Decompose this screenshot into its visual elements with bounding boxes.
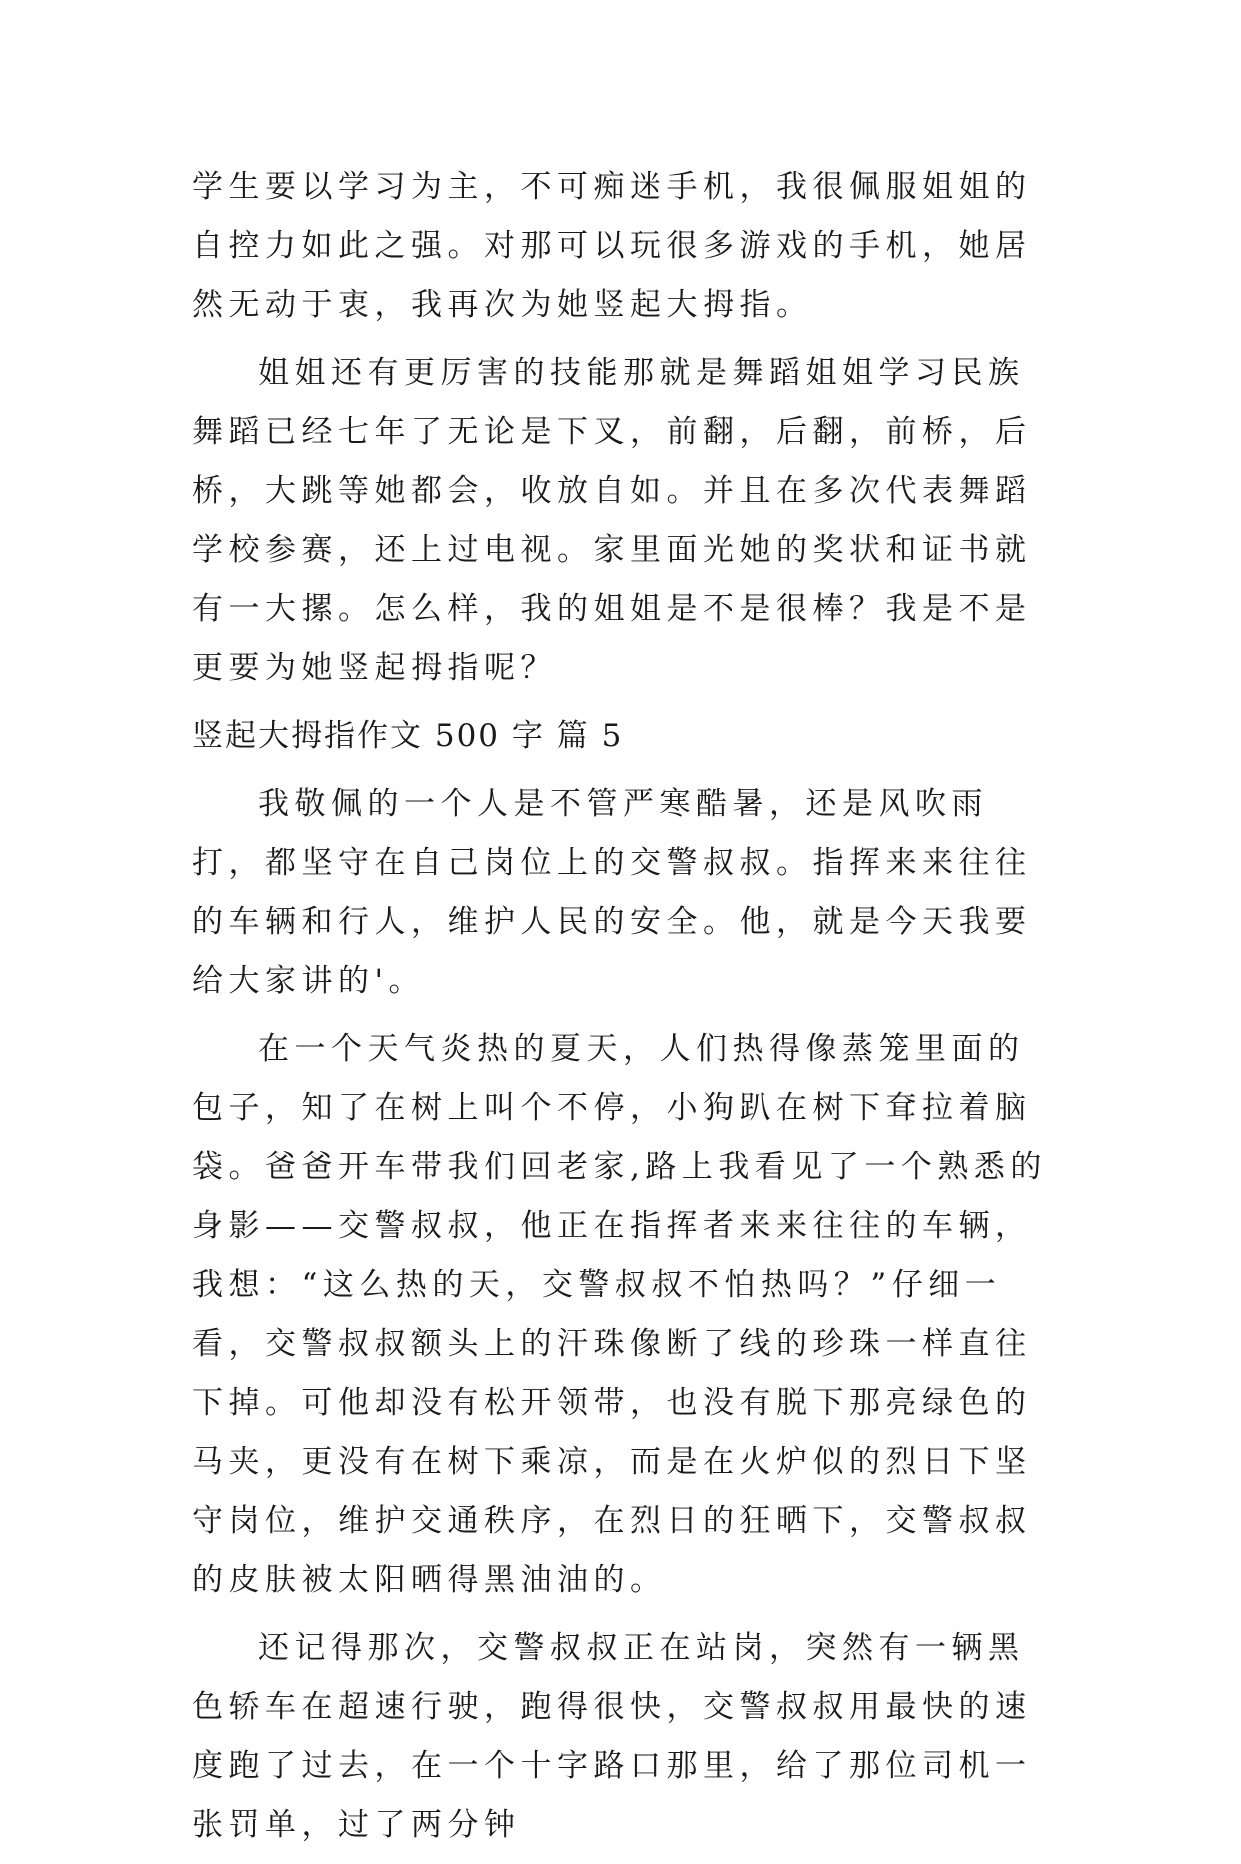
document-page (192, 158, 1050, 1864)
paragraph-hot-summer: 在一个天气炎热的夏天，人们热得像蒸笼里面的包子，知了在树上叫个不停，小狗趴在树下耷拉着脑袋。爸爸开车带我们回老家,路上我看见了一个熟悉的身影——交警叔叔，他正在指挥者来来往往的车辆，我想：“这么热的天，交警叔叔不怕热吗？”仔细一看，交警叔叔额头上的汗珠像断了线的珍珠一样直往下掉。可他却没有松开领带，也没有脱下那亮绿色的马夹，更没有在树下乘凉，而是在火炉似的烈日下坚守岗位，维护交通秩序，在烈日的狂晒下，交警叔叔的皮肤被太阳晒得黑油油的。 (192, 1031, 1047, 1598)
paragraph-dance-skill: 姐姐还有更厉害的技能那就是舞蹈姐姐学习民族舞蹈已经七年了无论是下叉，前翻，后翻，前桥，后桥，大跳等她都会，收放自如。并且在多次代表舞蹈学校参赛，还上过电视。家里面光她的奖状和证书就有一大摞。怎么样，我的姐姐是不是很棒？我是不是更要为她竖起拇指呢？ (192, 355, 1032, 686)
section-heading: 竖起大拇指作文 500 字 篇 5 (192, 718, 624, 754)
paragraph-speeding-car: 还记得那次，交警叔叔正在站岗，突然有一辆黑色轿车在超速行驶，跑得很快，交警叔叔用最快的速度跑了过去，在一个十字路口那里，给了那位司机一张罚单，过了两分钟 (192, 1630, 1032, 1843)
paragraph-self-control: 学生要以学习为主，不可痴迷手机，我很佩服姐姐的自控力如此之强。对那可以玩很多游戏的手机，她居然无动于衷，我再次为她竖起大拇指。 (192, 169, 1032, 323)
paragraph-traffic-police-intro: 我敬佩的一个人是不管严寒酷暑，还是风吹雨打，都坚守在自己岗位上的交警叔叔。指挥来来往往的车辆和行人，维护人民的安全。他，就是今天我要给大家讲的'。 (192, 786, 1032, 999)
